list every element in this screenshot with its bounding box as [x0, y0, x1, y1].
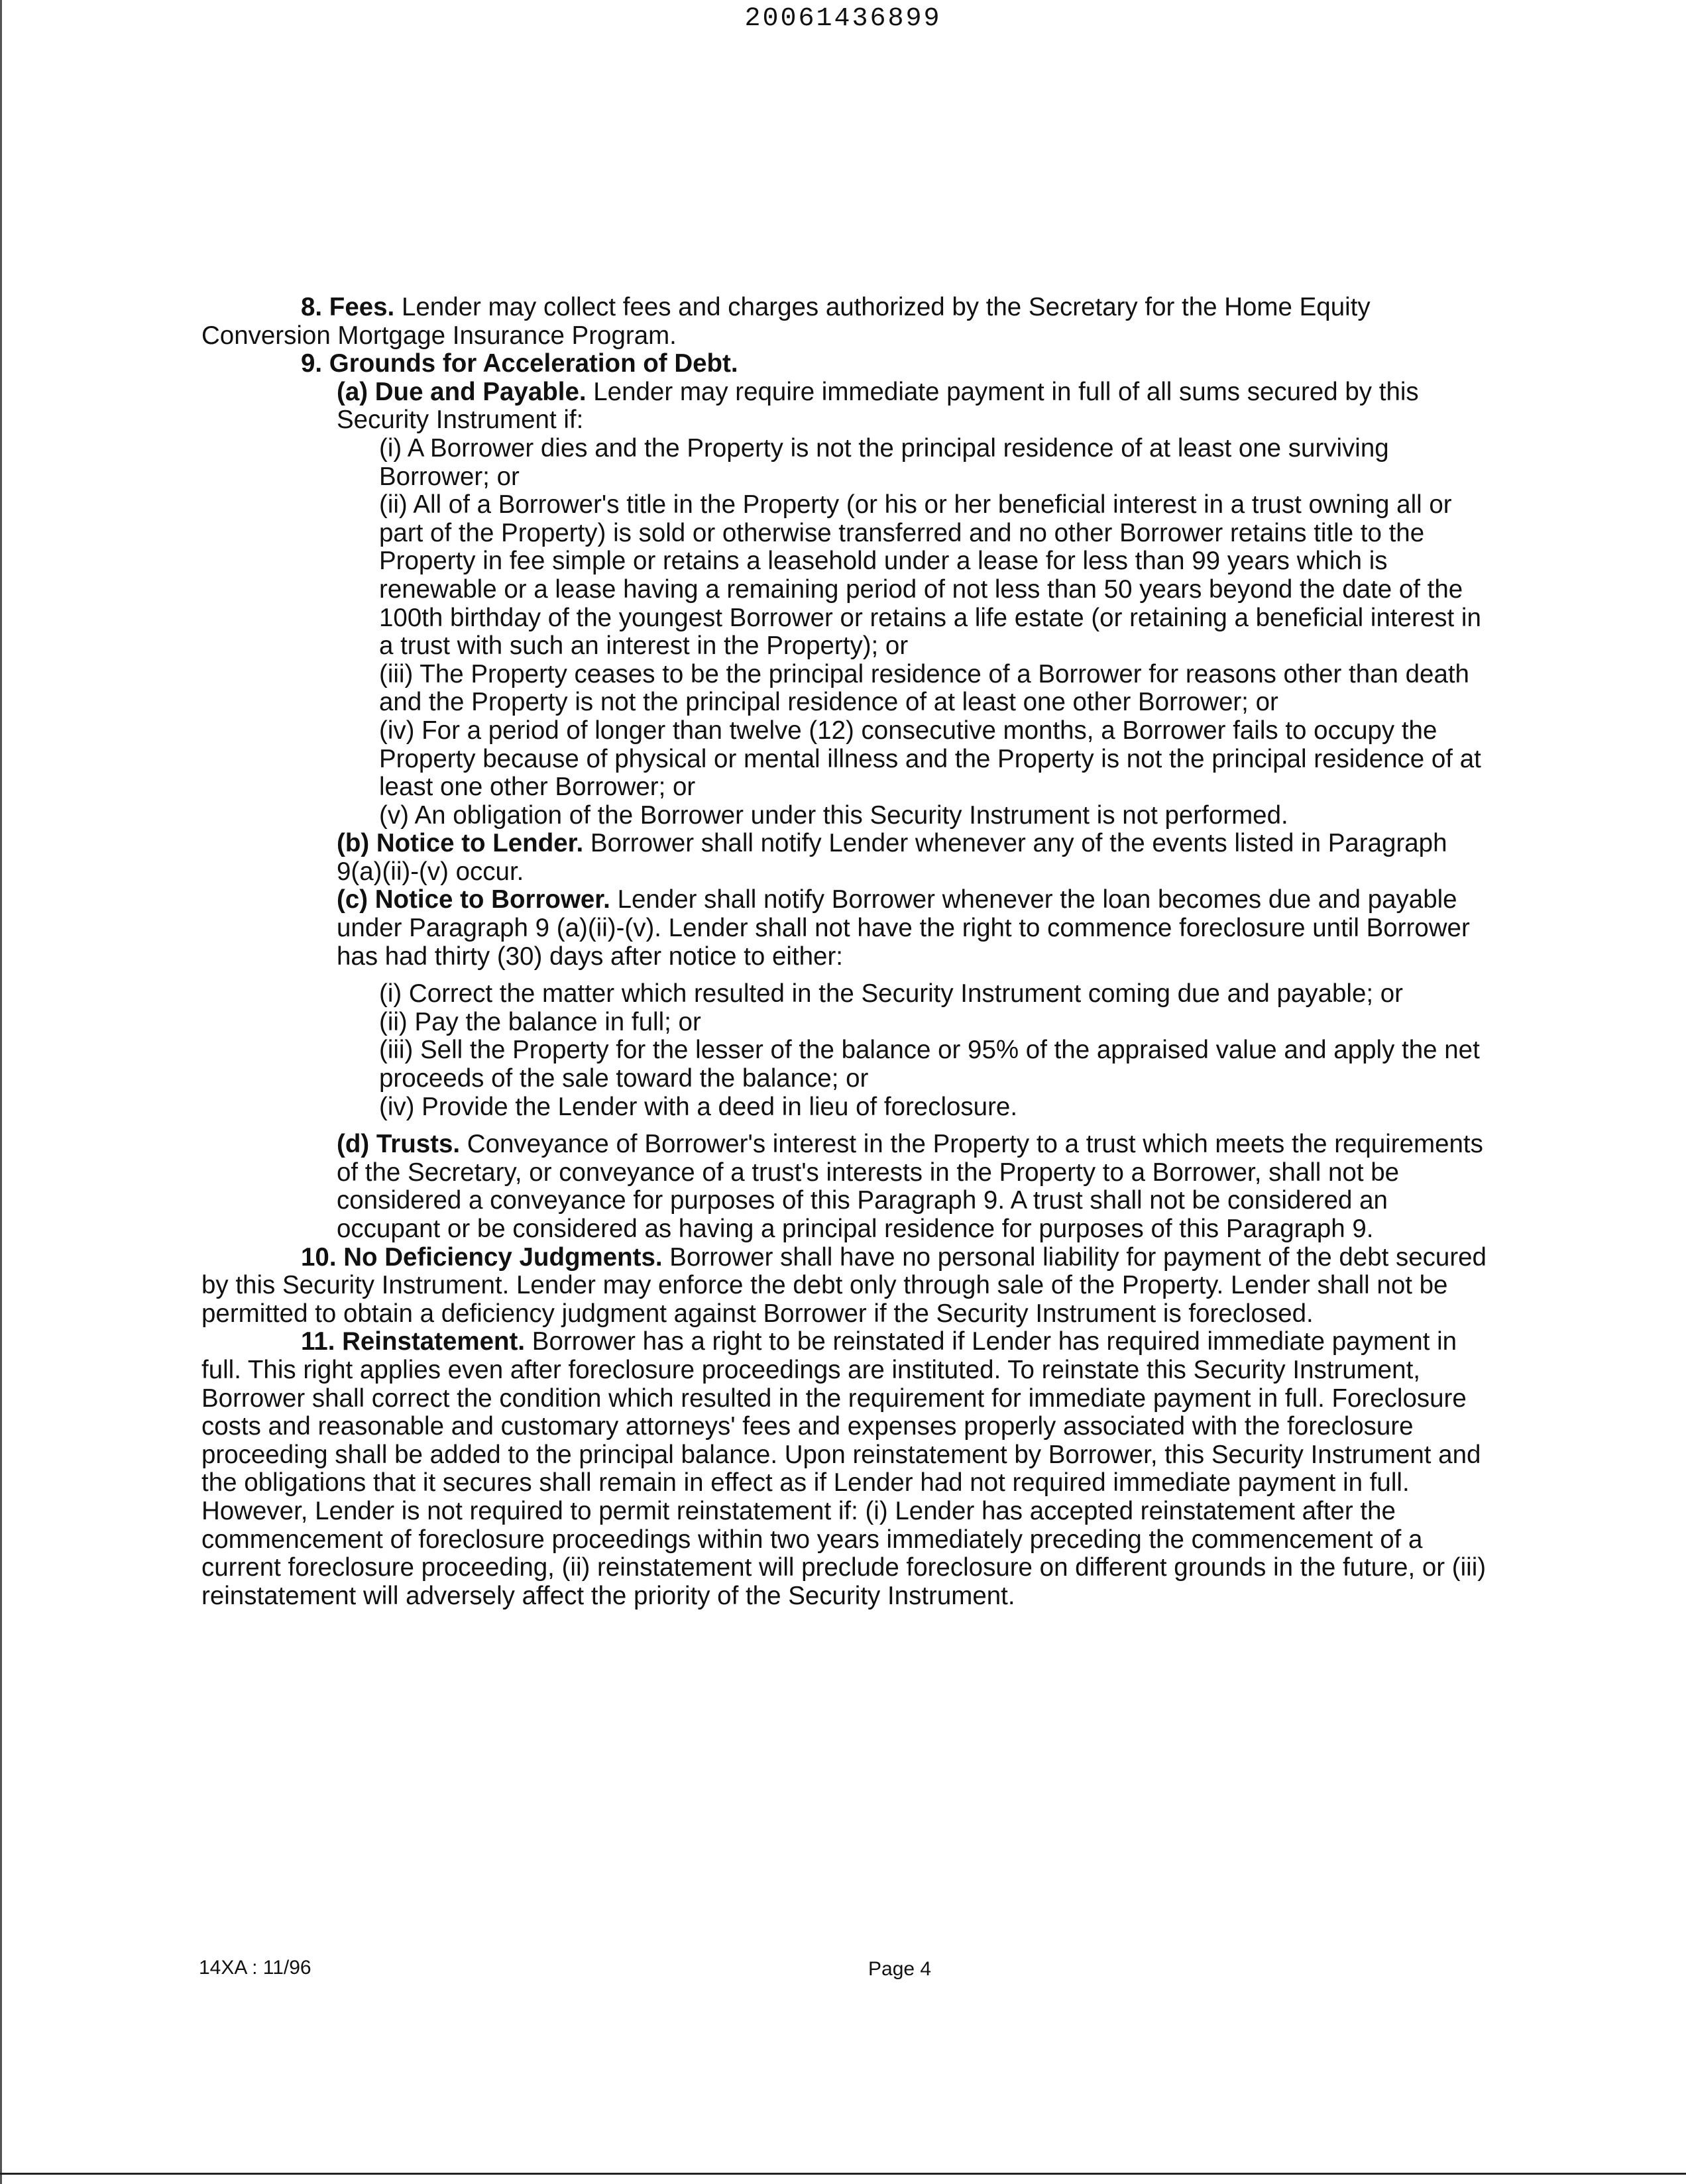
section-9c-item-ii: (ii) Pay the balance in full; or	[379, 1007, 701, 1036]
section-9a-item-ii: (ii) All of a Borrower's title in the Property (or his or her beneficial interest in a trust owning all or part of the Property) is sold or otherwise transferred and no other Borrower retains title to the Property in fee simple or retains a leasehold under a lease for less than 99 years which is renewable or a lease having a remaining period of not less than 50 years beyond the date of the 100th birthday of the youngest Borrower or retains a life estate (or retaining a beneficial interest in a trust with such an interest in the Property); or	[379, 490, 1481, 661]
section-9a-item-iii: (iii) The Property ceases to be the principal residence of a Borrower for reasons other than death and the Property is not the principal residence of at least one other Borrower; or	[379, 659, 1469, 717]
document-number: 20061436899	[744, 4, 942, 34]
section-11	[201, 1328, 1494, 1610]
section-9a-item-iv: (iv) For a period of longer than twelve (12) consecutive months, a Borrower fails to occupy the Property because of physical or mental illness and the Property is not the principal residence of at least one other Borrower; or	[379, 716, 1481, 802]
section-9d-text: Conveyance of Borrower's interest in the Property to a trust which meets the requirements of the Secretary, or conveyance of a trust's interests in the Property to a Borrower, shall not be considered a conveyance for purposes of this Paragraph 9. A trust shall not be considered an occupant or be considered as having a principal residence for purposes of this Paragraph 9.	[337, 1130, 1483, 1243]
section-9b-text: Borrower shall notify Lender whenever any of the events listed in Paragraph 9(a)(ii)-(v) occur.	[337, 829, 1447, 886]
section-9c-text: Lender shall notify Borrower whenever the loan becomes due and payable under Paragraph 9 (a)(ii)-(v). Lender shall not have the right to commence foreclosure until Borrower has had thirty (30) days after notice to either:	[337, 885, 1470, 971]
section-9c-heading: (c) Notice to Borrower.	[337, 885, 610, 914]
section-9b-heading: (b) Notice to Lender.	[337, 829, 584, 858]
section-9a-text: Lender may require immediate payment in full of all sums secured by this Security Instrument if:	[337, 377, 1419, 435]
section-9c-item-i: (i) Correct the matter which resulted in the Security Instrument coming due and payable; or	[379, 979, 1404, 1009]
section-9c-item-iv: (iv) Provide the Lender with a deed in lieu of foreclosure.	[379, 1092, 1018, 1121]
section-11-text: Borrower has a right to be reinstated if Lender has required immediate payment in full. This right applies even after foreclosure proceedings are instituted. To reinstate this Security Instrument, Borrower shall correct the condition which resulted in the requirement for immediate payment in full. Foreclosure costs and reasonable and customary attorneys' fees and expenses properly associated with the foreclosure proceeding shall be added to the principal balance. Upon reinstatement by Borrower, this Security Instrument and the obligations that it secures shall remain in effect as if Lender had not required immediate payment in full. However, Lender is not required to permit reinstatement if: (i) Lender has accepted reinstatement after the commencement of foreclosure proceedings within two years immediately preceding the commencement of a current foreclosure proceeding, (ii) reinstatement will preclude foreclosure on different grounds in the future, or (iii) reinstatement will adversely affect the priority of the Security Instrument.	[201, 1327, 1487, 1610]
section-11-heading: 11. Reinstatement.	[301, 1327, 526, 1356]
section-9d-heading: (d) Trusts.	[337, 1130, 461, 1159]
section-9a-heading: (a) Due and Payable.	[337, 377, 587, 406]
section-9a-item-v: (v) An obligation of the Borrower under this Security Instrument is not performed.	[379, 800, 1288, 830]
left-scan-edge	[0, 0, 2, 2184]
section-10	[201, 1244, 1494, 1329]
document-body	[201, 294, 1494, 1610]
page-number: Page 4	[868, 1958, 932, 1980]
section-9a-item-i: (i) A Borrower dies and the Property is not the principal residence of at least one surviving Borrower; or	[379, 433, 1389, 491]
section-9c	[201, 886, 1494, 971]
section-9c-item-iii: (iii) Sell the Property for the lesser of the balance or 95% of the appraised value and apply the net proceeds of the sale toward the balance; or	[379, 1036, 1480, 1093]
form-code: 14XA : 11/96	[199, 1957, 311, 1979]
section-8-text: Lender may collect fees and charges authorized by the Secretary for the Home Equity Conversion Mortgage Insurance Program.	[201, 293, 1371, 350]
section-9-heading: 9. Grounds for Acceleration of Debt.	[301, 349, 738, 378]
section-8	[201, 294, 1494, 350]
section-9d	[201, 1130, 1494, 1243]
section-10-heading: 10. No Deficiency Judgments.	[301, 1242, 663, 1272]
section-8-heading: 8. Fees.	[301, 293, 395, 321]
bottom-scan-edge	[0, 2173, 1686, 2175]
section-9a	[201, 378, 1494, 435]
section-9b	[201, 830, 1494, 886]
section-10-text: Borrower shall have no personal liability for payment of the debt secured by this Security Instrument. Lender may enforce the debt only through sale of the Property. Lender shall not be permitted to obtain a deficiency judgment against Borrower if the Security Instrument is foreclosed.	[201, 1242, 1487, 1328]
